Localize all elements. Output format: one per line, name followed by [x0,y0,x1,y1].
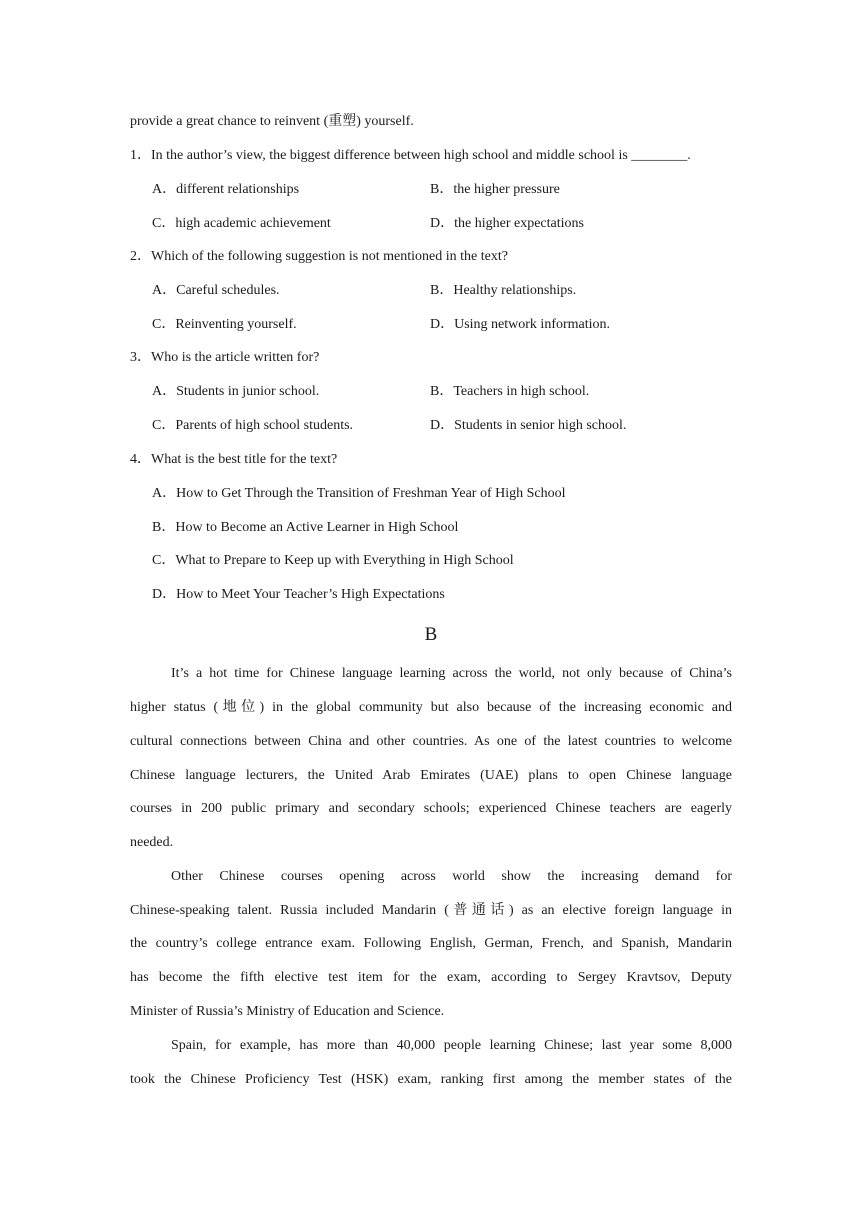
question-1-option-c: C．high academic achievement [152,216,331,231]
question-4-option-d: D．How to Meet Your Teacher’s High Expectations [152,587,445,602]
question-3-option-a: A．Students in junior school. [152,384,320,399]
passage-line: courses in 200 public primary and secondary schools; experienced Chinese teachers are eagerly [130,801,732,816]
passage-line: higher status (地位) in the global community but also because of the increasing economic and [130,700,732,715]
passage-line: Chinese language lecturers, the United Arab Emirates (UAE) plans to open Chinese language [130,768,732,783]
passage-line: It’s a hot time for Chinese language learning across the world, not only because of China’s [171,666,732,681]
passage-line: took the Chinese Proficiency Test (HSK) exam, ranking first among the member states of the [130,1072,732,1087]
question-3-option-d: D．Students in senior high school. [430,418,627,433]
question-2-stem: 2．Which of the following suggestion is not mentioned in the text? [130,249,508,264]
passage-line: the country’s college entrance exam. Following English, German, French, and Spanish, Mandarin [130,936,732,951]
question-3-option-b: B．Teachers in high school. [430,384,590,399]
question-1-option-a: A．different relationships [152,182,300,197]
question-3-option-c: C．Parents of high school students. [152,418,354,433]
question-4-option-a: A．How to Get Through the Transition of Freshman Year of High School [152,486,566,501]
question-4-option-b: B．How to Become an Active Learner in High School [152,520,459,535]
question-1-option-d: D．the higher expectations [430,216,584,231]
question-1-option-b: B．the higher pressure [430,182,560,197]
passage-line: has become the fifth elective test item for the exam, according to Sergey Kravtsov, Deputy [130,970,732,985]
question-2-option-c: C．Reinventing yourself. [152,317,297,332]
passage-line: cultural connections between China and other countries. As one of the latest countries to welcome [130,734,732,749]
question-1-stem: 1．In the author’s view, the biggest difference between high school and middle school is ________. [130,148,691,163]
intro-tail-line: provide a great chance to reinvent (重塑) yourself. [130,114,414,129]
passage-line: Chinese-speaking talent. Russia included Mandarin (普通话) as an elective foreign language in [130,903,732,918]
question-4-stem: 4．What is the best title for the text? [130,452,338,467]
question-3-stem: 3．Who is the article written for? [130,350,320,365]
passage-line: Minister of Russia’s Ministry of Education and Science. [130,1004,445,1019]
question-2-option-b: B．Healthy relationships. [430,283,577,298]
question-2-option-d: D．Using network information. [430,317,611,332]
question-4-option-c: C．What to Prepare to Keep up with Everything in High School [152,553,514,568]
passage-line: Other Chinese courses opening across world show the increasing demand for [171,869,732,884]
passage-line: needed. [130,835,174,850]
section-heading: B [424,624,438,645]
passage-line: Spain, for example, has more than 40,000 people learning Chinese; last year some 8,000 [171,1038,732,1053]
question-2-option-a: A．Careful schedules. [152,283,280,298]
